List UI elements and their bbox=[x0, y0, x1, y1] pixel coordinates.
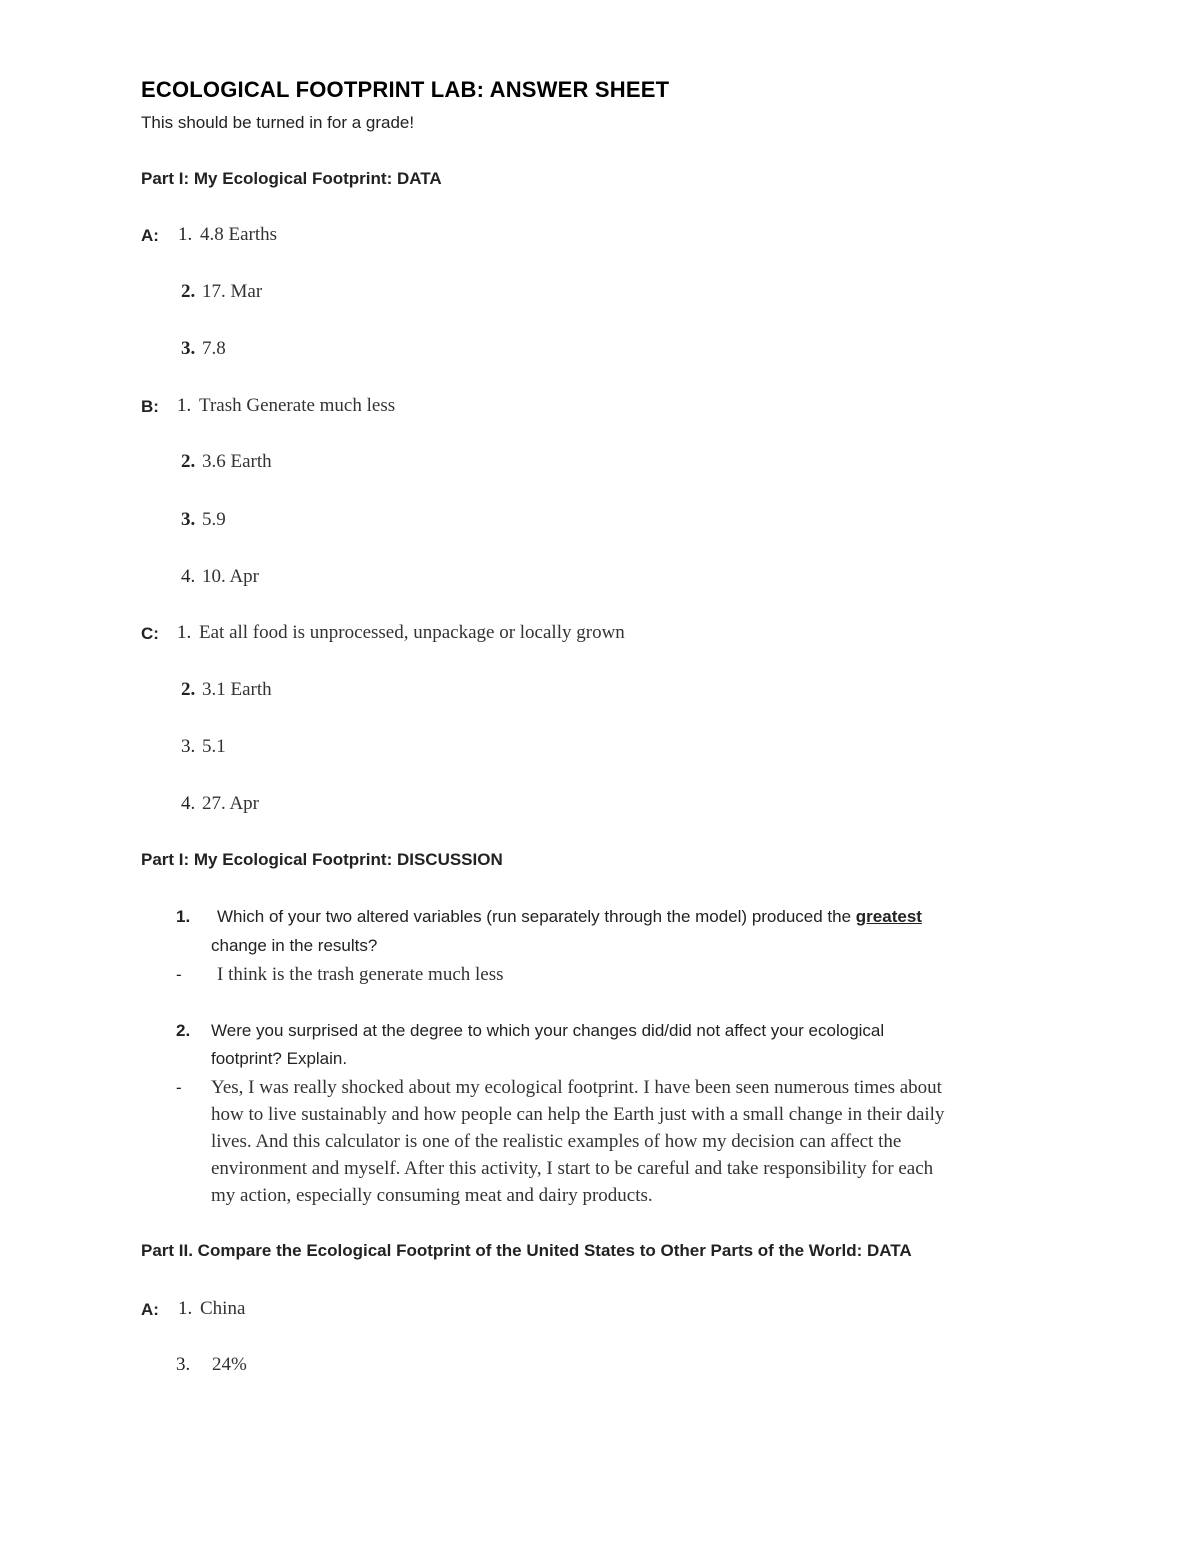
answer-text: 10. Apr bbox=[202, 566, 259, 587]
section-label-c: C: bbox=[141, 624, 159, 643]
section-label-a: A: bbox=[141, 226, 159, 245]
question-text-continued: footprint? Explain. bbox=[211, 1049, 348, 1068]
answer-text: China bbox=[200, 1298, 246, 1319]
item-number: 3. bbox=[181, 509, 196, 530]
answer-text: 5.1 bbox=[202, 736, 226, 757]
answer-text: 5.9 bbox=[202, 509, 226, 530]
item-number: 2. bbox=[181, 679, 196, 700]
question-number: 1. bbox=[176, 907, 191, 926]
part2-data-heading: Part II. Compare the Ecological Footprint of the United States to Other Parts of the World: DATA bbox=[141, 1241, 912, 1260]
question-text: Were you surprised at the degree to which your changes did/did not affect your ecological bbox=[211, 1021, 885, 1040]
item-number: 3. bbox=[181, 736, 196, 757]
answer-line: environment and myself. After this activity, I start to be careful and take responsibility for each bbox=[211, 1158, 934, 1179]
item-number: 3. bbox=[181, 338, 196, 359]
question-emphasis: greatest bbox=[855, 907, 922, 926]
answer-line: Yes, I was really shocked about my ecological footprint. I have been seen numerous times about bbox=[211, 1077, 942, 1098]
answer-text: Trash Generate much less bbox=[199, 395, 396, 416]
question-text bbox=[217, 908, 922, 925]
item-number: 2. bbox=[181, 281, 196, 302]
item-number: 4. bbox=[181, 793, 196, 814]
answer-dash: - bbox=[176, 1078, 182, 1097]
document-title: ECOLOGICAL FOOTPRINT LAB: ANSWER SHEET bbox=[141, 77, 670, 102]
answer-text: 27. Apr bbox=[202, 793, 259, 814]
item-number: 1. bbox=[177, 622, 192, 643]
item-number: 4. bbox=[181, 566, 196, 587]
part1-discussion-heading: Part I: My Ecological Footprint: DISCUSSION bbox=[141, 850, 503, 869]
answer-text: 4.8 Earths bbox=[200, 224, 278, 245]
answer-text: 17. Mar bbox=[202, 281, 263, 302]
answer-text: 3.6 Earth bbox=[202, 451, 272, 472]
document-subtitle: This should be turned in for a grade! bbox=[141, 113, 415, 132]
answer-text: 7.8 bbox=[202, 338, 226, 359]
question-number: 2. bbox=[176, 1021, 191, 1040]
item-number: 1. bbox=[178, 1298, 193, 1319]
item-number: 1. bbox=[177, 395, 192, 416]
answer-line: how to live sustainably and how people can help the Earth just with a small change in their daily bbox=[211, 1104, 945, 1125]
question-text-continued: change in the results? bbox=[211, 936, 378, 955]
answer-dash: - bbox=[176, 965, 182, 984]
answer-text: 24% bbox=[212, 1354, 247, 1375]
discussion-answer: I think is the trash generate much less bbox=[217, 964, 504, 985]
item-number: 2. bbox=[181, 451, 196, 472]
answer-line: lives. And this calculator is one of the realistic examples of how my decision can affect the bbox=[211, 1131, 902, 1152]
answer-text: 3.1 Earth bbox=[202, 679, 272, 700]
item-number: 3. bbox=[176, 1354, 191, 1375]
part1-data-heading: Part I: My Ecological Footprint: DATA bbox=[141, 169, 442, 188]
answer-line: my action, especially consuming meat and dairy products. bbox=[211, 1185, 653, 1206]
section-label-b: B: bbox=[141, 397, 159, 416]
question-text-part: Which of your two altered variables (run separately through the model) produced the bbox=[217, 907, 856, 926]
item-number: 1. bbox=[178, 224, 193, 245]
answer-text: Eat all food is unprocessed, unpackage or locally grown bbox=[199, 622, 625, 643]
section-label-a: A: bbox=[141, 1300, 159, 1319]
discussion-answer-paragraph bbox=[211, 1074, 944, 1209]
